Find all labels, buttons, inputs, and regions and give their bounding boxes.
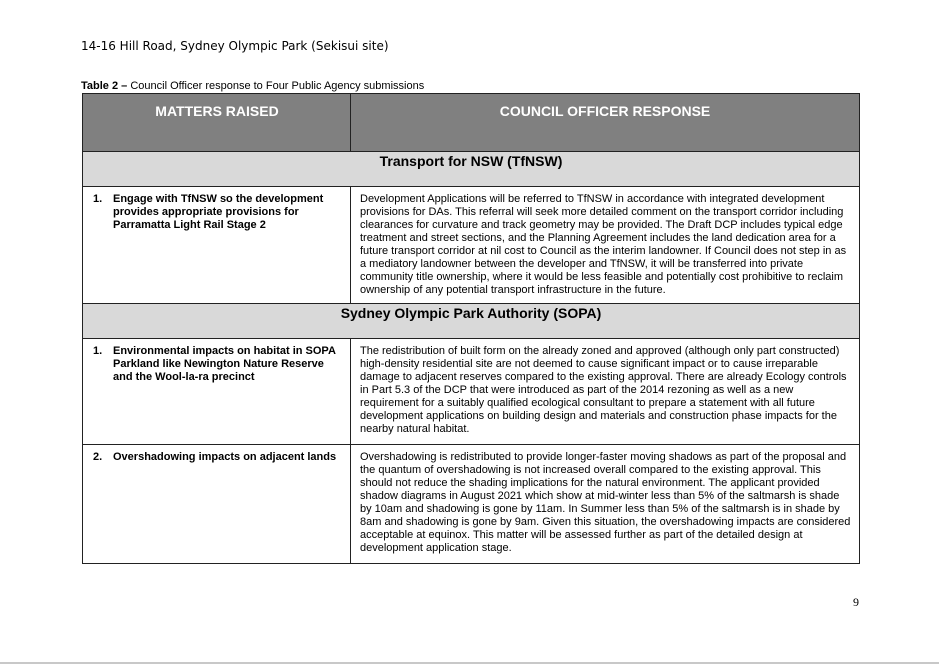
- matter-text: Overshadowing impacts on adjacent lands: [113, 451, 337, 463]
- submissions-table: [82, 93, 860, 564]
- document-header: 14-16 Hill Road, Sydney Olympic Park (Sekisui site): [81, 39, 389, 53]
- matter-cell: [83, 339, 351, 445]
- matter-text: Engage with TfNSW so the development provides appropriate provisions for Parramatta Light Rail Stage 2: [113, 193, 324, 231]
- response-cell: Overshadowing is redistributed to provide longer-faster moving shadows as part of the proposal and the quantum of overshadowing is not increased overall compared to the existing approval. This should not reduce the shading implications for the natural environment. The applicant provided shadow diagrams in August 2021 which show at mid-winter less than 5% of the saltmarsh is shade by 10am and shadowing is gone by 11am. In Summer less than 5% of the saltmarsh is in shade by 8am and shadowing is gone by 9am. Given this situation, the overshadowing impacts are considered acceptable at equinox. This matter will be assessed further as part of the detailed design at development application stage.: [351, 445, 860, 564]
- section-title: Transport for NSW (TfNSW): [83, 152, 860, 187]
- response-cell: Development Applications will be referred to TfNSW in accordance with integrated development provisions for DAs. This referral will seek more detailed comment on the transport corridor including clearances for curvature and track geometry may be provided. The Draft DCP includes typical edge treatment and street sections, and the Planning Agreement includes the land dedication area for a future transport corridor at nil cost to Council as the interim landowner. If Council does not step in as a mediatory landowner between the developer and TfNSW, it will be transferred into private community title ownership, where it would be less feasible and potentially cost prohibitive to reclaim ownership of any potential transport infrastructure in the future.: [351, 187, 860, 304]
- table-row: [83, 187, 860, 304]
- section-title: Sydney Olympic Park Authority (SOPA): [83, 304, 860, 339]
- table-caption-text: Council Officer response to Four Public Agency submissions: [130, 80, 425, 92]
- table-row: [83, 339, 860, 445]
- matter-cell: [83, 445, 351, 564]
- table-row: [83, 445, 860, 564]
- table-caption-label: Table 2 –: [81, 80, 128, 92]
- table-caption: [81, 80, 424, 92]
- matter-text: Environmental impacts on habitat in SOPA Parkland like Newington Nature Reserve and the Wool-la-ra precinct: [113, 345, 336, 383]
- page-number: 9: [853, 595, 859, 609]
- matter-cell: [83, 187, 351, 304]
- table-header-row: [83, 94, 860, 152]
- section-row-tfnsw: [83, 152, 860, 187]
- item-number: 1.: [93, 345, 103, 357]
- item-number: 2.: [93, 451, 103, 463]
- column-header-matters: MATTERS RAISED: [83, 94, 351, 152]
- section-row-sopa: [83, 304, 860, 339]
- column-header-response: COUNCIL OFFICER RESPONSE: [351, 94, 860, 152]
- item-number: 1.: [93, 193, 103, 205]
- response-cell: The redistribution of built form on the already zoned and approved (although only part constructed) high-density residential site are not deemed to cause significant impact or to cause irreparable damage to adjacent reserves compared to the existing approval. There are already Ecology controls in Part 5.3 of the DCP that were introduced as part of the 2014 rezoning as well as a new requirement for a suitably qualified ecological consultant to prepare a statement with all future development applications on building design and materials and construction phase impacts for the nearby natural habitat.: [351, 339, 860, 445]
